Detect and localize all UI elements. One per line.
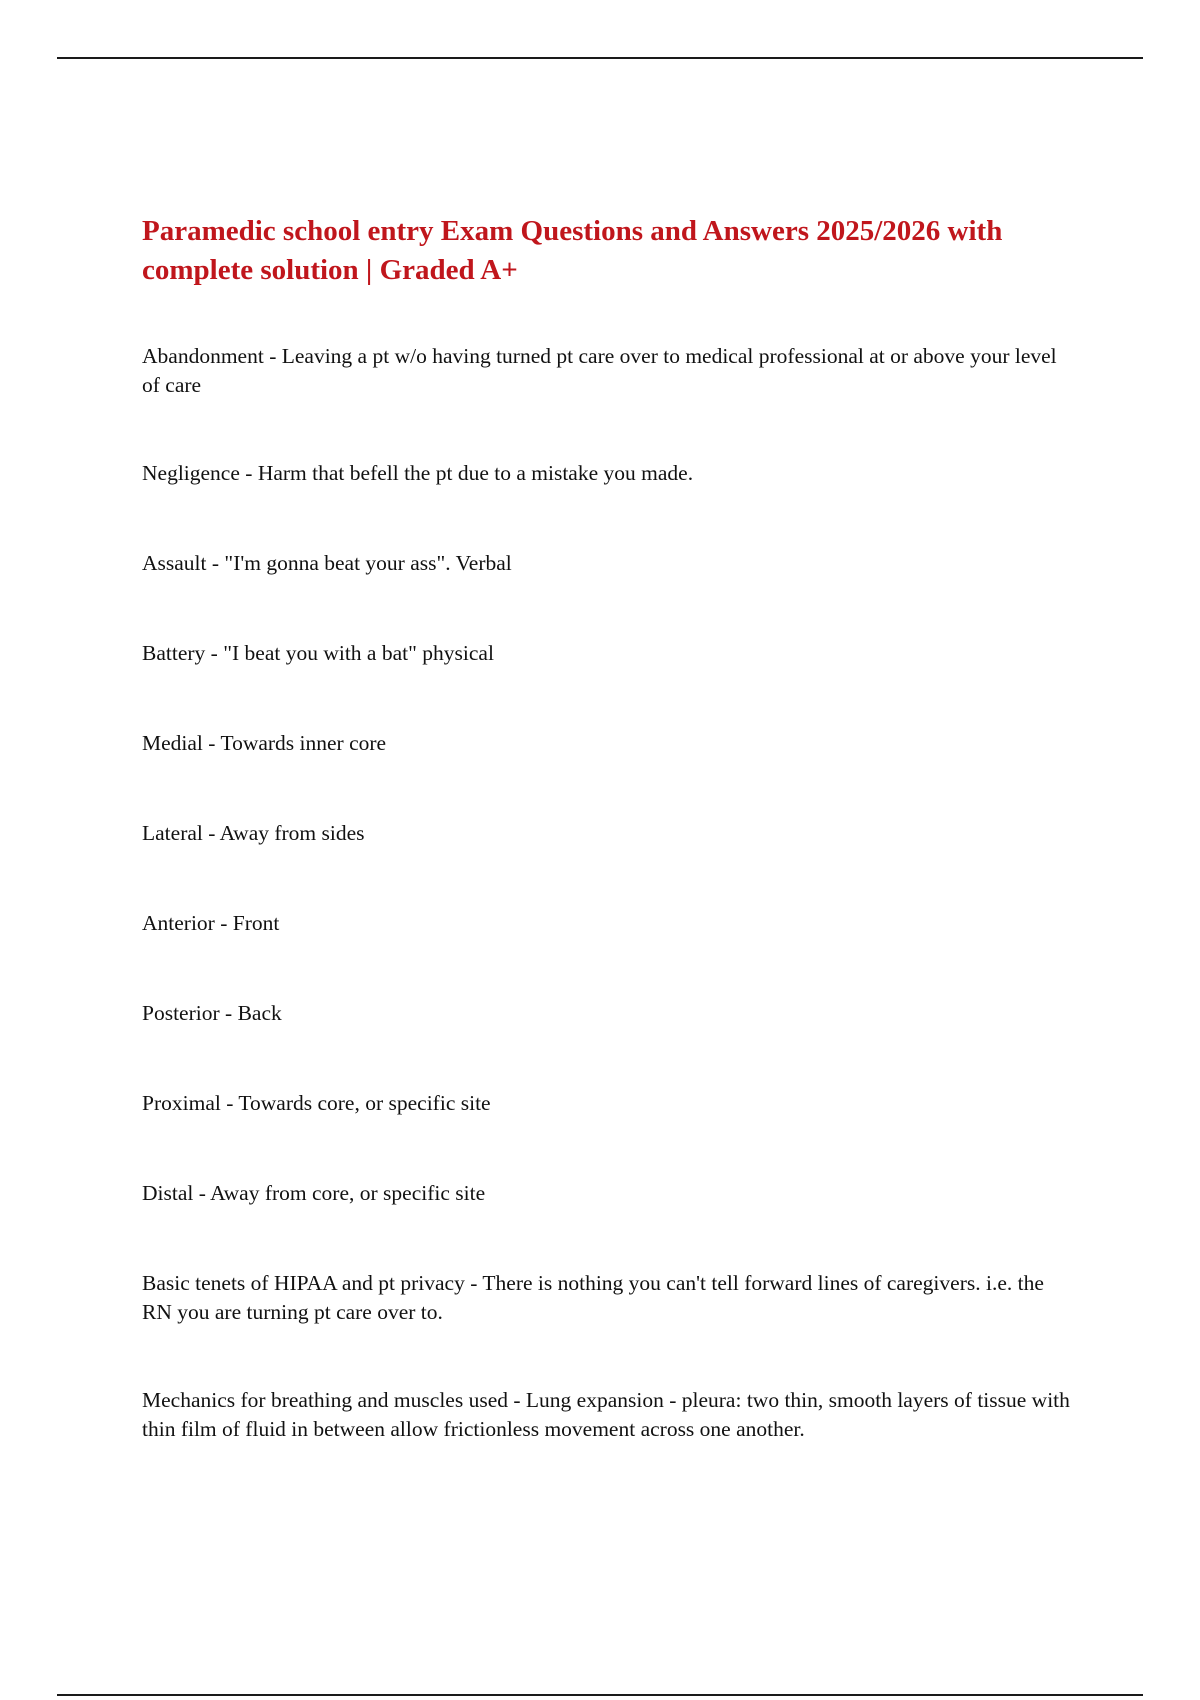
qa-entry-assault: Assault - "I'm gonna beat your ass". Verbal	[142, 551, 512, 575]
entry-definition: Away from core, or specific site	[210, 1181, 486, 1205]
entry-definition: Harm that befell the pt due to a mistake you made.	[257, 461, 694, 485]
entry-definition: Front	[232, 911, 280, 935]
qa-entry-posterior: Posterior - Back	[142, 1001, 282, 1025]
entry-term: Mechanics for breathing and muscles used	[142, 1388, 508, 1412]
qa-entry-distal: Distal - Away from core, or specific site	[142, 1181, 486, 1205]
qa-entry-proximal: Proximal - Towards core, or specific site	[142, 1091, 491, 1115]
entry-term: Lateral	[142, 821, 203, 845]
qa-entry-lateral: Lateral - Away from sides	[142, 821, 365, 845]
qa-entry-battery: Battery - "I beat you with a bat" physical	[142, 641, 494, 665]
qa-entry-hipaa: Basic tenets of HIPAA and pt privacy - There is nothing you can't tell forward lines of caregivers. i.e. the RN you are turning pt care over to.	[142, 1271, 1044, 1324]
footer-rule	[57, 1694, 1143, 1696]
qa-entry-abandonment: Abandonment - Leaving a pt w/o having turned pt care over to medical professional at or above your level of care	[142, 344, 1057, 397]
entry-term: Anterior	[142, 911, 215, 935]
entry-definition: "I beat you with a bat" physical	[223, 641, 494, 665]
qa-entry-anterior: Anterior - Front	[142, 911, 280, 935]
qa-entry-breathing-mechanics: Mechanics for breathing and muscles used - Lung expansion - pleura: two thin, smooth layers of tissue with thin film of fluid in between allow frictionless movement across one another.	[142, 1388, 1070, 1441]
entry-term: Assault	[142, 551, 207, 575]
entry-term: Proximal	[142, 1091, 221, 1115]
entry-definition: Leaving a pt w/o having turned pt care over to medical professional at or above your level of care	[142, 344, 1057, 397]
entry-definition: Towards inner core	[220, 731, 387, 755]
document-title: Paramedic school entry Exam Questions and Answers 2025/2026 with complete solution | Graded A+	[142, 215, 1003, 286]
entry-definition: Lung expansion - pleura: two thin, smooth layers of tissue with thin film of fluid in between allow frictionless movement across one another.	[142, 1388, 1070, 1441]
entry-term: Medial	[142, 731, 203, 755]
entry-term: Posterior	[142, 1001, 220, 1025]
entry-term: Abandonment	[142, 344, 264, 368]
qa-entry-negligence: Negligence - Harm that befell the pt due to a mistake you made.	[142, 461, 694, 485]
qa-entry-medial: Medial - Towards inner core	[142, 731, 387, 755]
entry-definition: There is nothing you can't tell forward lines of caregivers. i.e. the RN you are turning pt care over to.	[142, 1271, 1044, 1324]
entry-definition: Back	[237, 1001, 282, 1025]
entry-definition: "I'm gonna beat your ass". Verbal	[224, 551, 512, 575]
entry-term: Battery	[142, 641, 206, 665]
document-body	[142, 212, 1072, 1444]
entry-term: Basic tenets of HIPAA and pt privacy	[142, 1271, 465, 1295]
entry-definition: Towards core, or specific site	[238, 1091, 491, 1115]
qa-list	[142, 342, 1072, 1444]
entry-definition: Away from sides	[219, 821, 365, 845]
header-rule	[57, 57, 1143, 59]
entry-term: Negligence	[142, 461, 240, 485]
entry-term: Distal	[142, 1181, 194, 1205]
